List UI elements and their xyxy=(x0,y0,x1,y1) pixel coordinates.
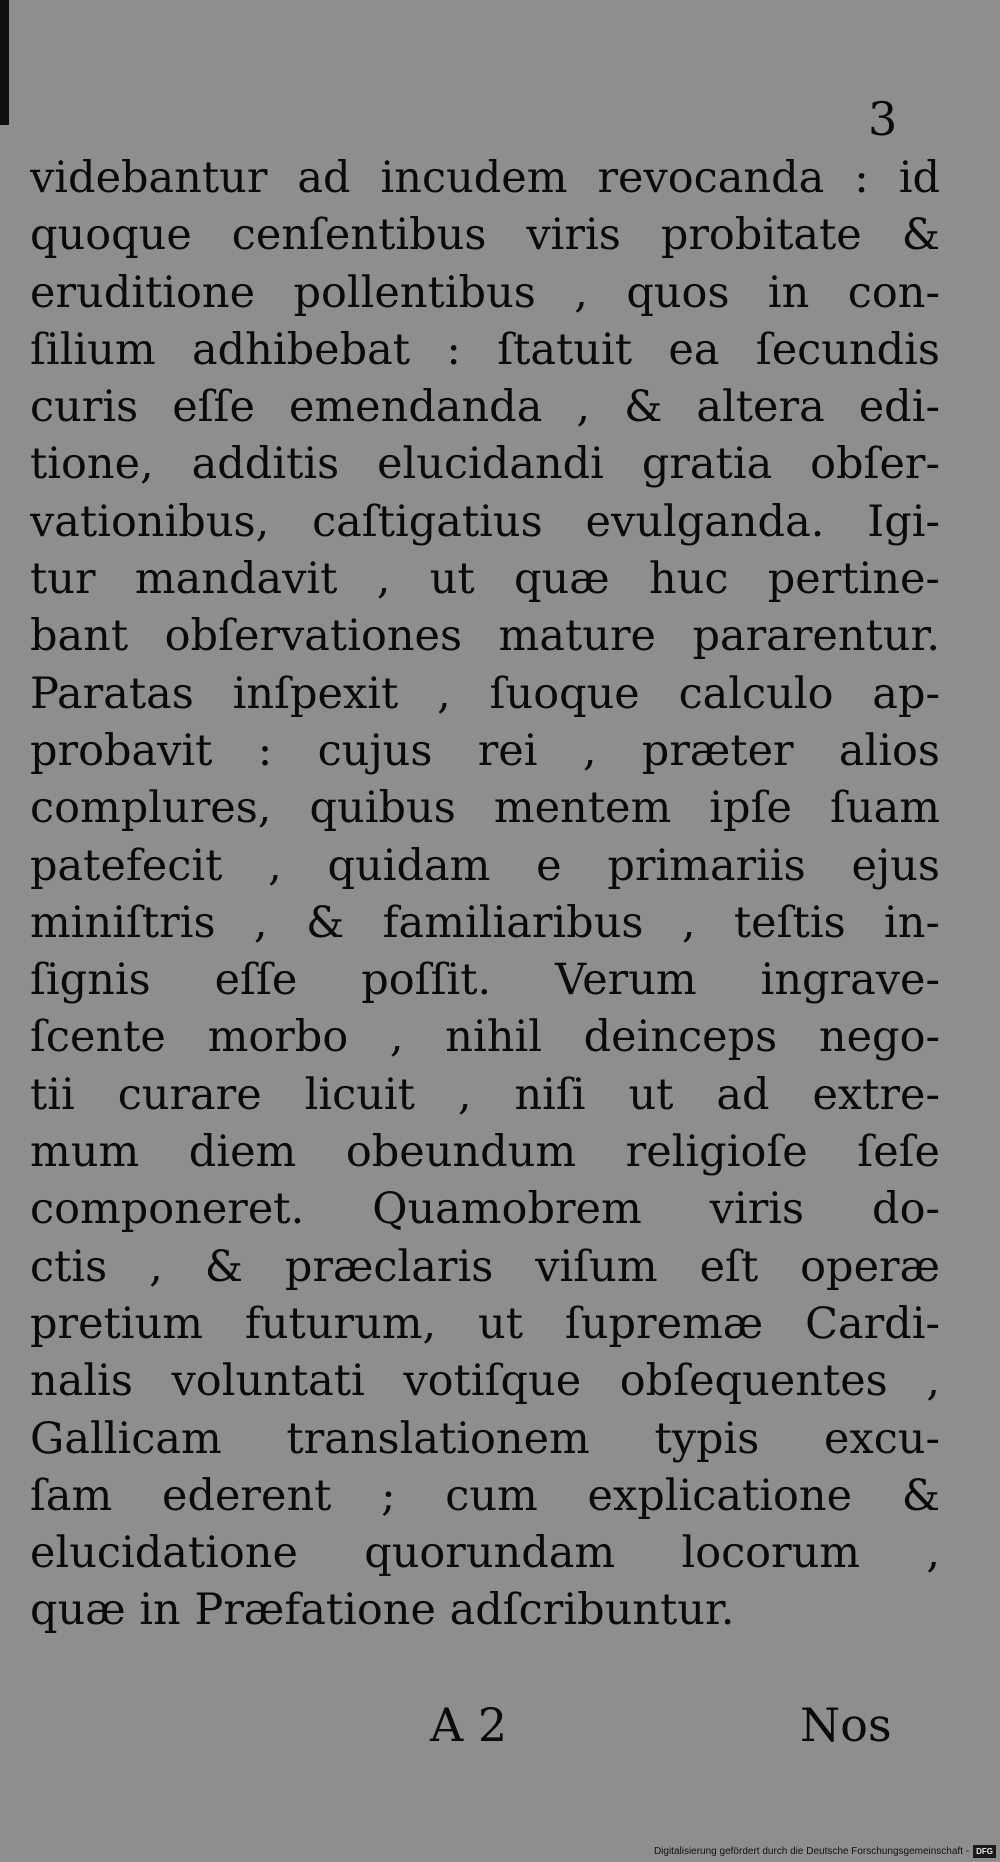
text-line: elucidatione quorundam locorum , xyxy=(30,1528,940,1579)
page-left-edge xyxy=(0,0,9,125)
text-line: tii curare licuit , niſi ut ad extre- xyxy=(30,1069,940,1120)
text-line: Gallicam translationem typis excu- xyxy=(30,1413,940,1464)
catchword: Nos xyxy=(800,1698,892,1752)
text-line: probavit : cujus rei , præter alios xyxy=(30,725,940,776)
text-line: tur mandavit , ut quæ huc pertine- xyxy=(30,554,940,605)
text-line: ctis , & præclaris viſum eſt operæ xyxy=(30,1241,940,1292)
text-line: eruditione pollentibus , quos in con- xyxy=(30,267,940,318)
text-line: curis eſſe emendanda , & altera edi- xyxy=(30,382,940,433)
page-number: 3 xyxy=(868,92,898,146)
text-line: videbantur ad incudem revocanda : id xyxy=(30,153,940,203)
funding-note: Digitalisierung gefördert durch die Deutsche Forschungsgemeinschaft - xyxy=(653,1846,970,1857)
body-text xyxy=(30,150,940,1640)
text-line: ſam ederent ; cum explicatione & xyxy=(30,1470,940,1521)
text-line: vationibus, caſtigatius evulganda. Igi- xyxy=(30,496,940,547)
text-line: nalis voluntati votiſque obſequentes , xyxy=(30,1356,940,1407)
text-line: complures, quibus mentem ipſe ſuam xyxy=(30,783,940,834)
digitization-footer xyxy=(654,1845,996,1858)
text-line: mum diem obeundum religioſe ſeſe xyxy=(30,1127,940,1178)
dfg-logo: DFG xyxy=(973,1845,996,1858)
signature-mark: A 2 xyxy=(430,1698,508,1752)
text-line: componeret. Quamobrem viris do- xyxy=(30,1184,940,1235)
text-line: pretium futurum, ut ſupremæ Cardi- xyxy=(30,1298,940,1349)
text-line: bant obſervationes mature pararentur. xyxy=(30,611,940,662)
text-line: ſcente morbo , nihil deinceps nego- xyxy=(30,1012,940,1063)
text-line: ſignis eſſe poſſit. Verum ingrave- xyxy=(30,955,940,1006)
text-line: tione, additis elucidandi gratia obſer- xyxy=(30,439,940,490)
text-line: quoque cenſentibus viris probitate & xyxy=(30,210,940,261)
text-line: quæ in Præfatione adſcribuntur. xyxy=(30,1585,735,1636)
text-line: miniſtris , & familiaribus , teſtis in- xyxy=(30,897,940,948)
text-line: Paratas inſpexit , ſuoque calculo ap- xyxy=(30,668,940,719)
text-line: patefecit , quidam e primariis ejus xyxy=(30,840,940,891)
text-line: ſilium adhibebat : ſtatuit ea ſecundis xyxy=(30,324,940,375)
